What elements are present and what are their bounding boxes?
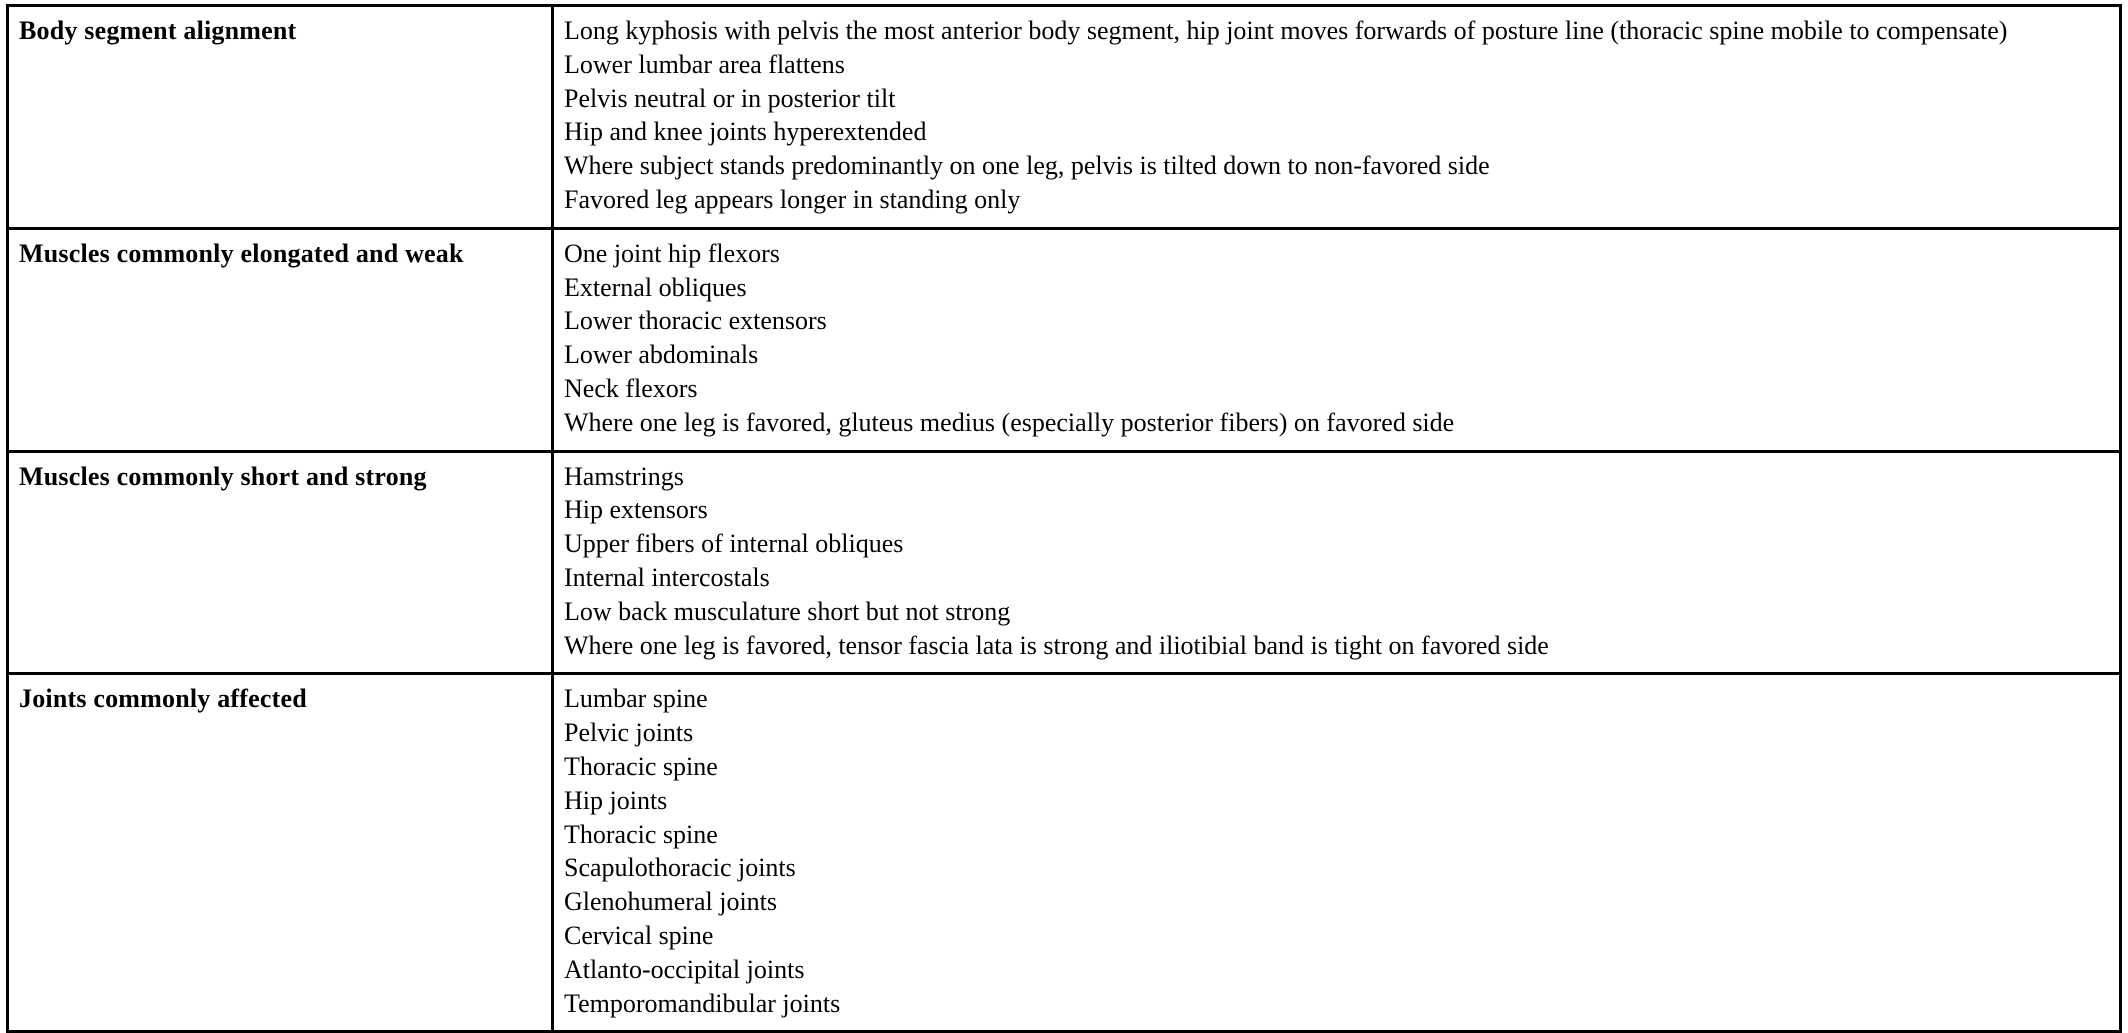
list-item: Scapulothoracic joints xyxy=(564,853,796,883)
table-row xyxy=(8,6,2121,229)
list-item: Long kyphosis with pelvis the most anterior body segment, hip joint moves forwards of posture line (thoracic spine mobile to compensate) xyxy=(564,16,2008,45)
list-item: Hip joints xyxy=(564,785,668,815)
table-row xyxy=(8,451,2121,674)
row-content-body-segment-alignment xyxy=(553,6,2121,229)
list-item: Internal intercostals xyxy=(564,562,770,592)
list-item: Thoracic spine xyxy=(564,819,718,849)
list-item: Pelvis neutral or in posterior tilt xyxy=(564,83,896,113)
list-item: Hamstrings xyxy=(564,461,684,491)
list-item: Lower thoracic extensors xyxy=(564,306,827,336)
list-item: External obliques xyxy=(564,272,747,302)
list-item: Lumbar spine xyxy=(564,684,708,714)
row-label-body-segment-alignment: Body segment alignment xyxy=(8,6,553,229)
list-item: Lower lumbar area flattens xyxy=(564,49,845,79)
row-label-muscles-elongated-weak: Muscles commonly elongated and weak xyxy=(8,228,553,451)
list-item: Favored leg appears longer in standing only xyxy=(564,184,1021,214)
list-item: Hip and knee joints hyperextended xyxy=(564,117,927,147)
list-item: Temporomandibular joints xyxy=(564,988,841,1018)
list-item: Cervical spine xyxy=(564,920,714,950)
row-content-joints-affected xyxy=(553,674,2121,1032)
list-item: Hip extensors xyxy=(564,495,708,525)
list-item: Where subject stands predominantly on one leg, pelvis is tilted down to non-favored side xyxy=(564,151,1490,181)
row-content-muscles-elongated-weak xyxy=(553,228,2121,451)
list-item: Low back musculature short but not strong xyxy=(564,596,1011,626)
table-row xyxy=(8,674,2121,1032)
list-item: Pelvic joints xyxy=(564,718,694,748)
list-item: Neck flexors xyxy=(564,373,698,403)
row-label-muscles-short-strong: Muscles commonly short and strong xyxy=(8,451,553,674)
list-item: One joint hip flexors xyxy=(564,238,780,268)
table-body xyxy=(8,6,2121,1032)
list-item: Glenohumeral joints xyxy=(564,887,778,917)
list-item: Atlanto-occipital joints xyxy=(564,954,805,984)
list-item: Where one leg is favored, gluteus medius (especially posterior fibers) on favored side xyxy=(564,407,1455,437)
table-row xyxy=(8,228,2121,451)
list-item: Where one leg is favored, tensor fascia lata is strong and iliotibial band is tight on favored side xyxy=(564,630,1549,660)
posture-characteristics-table xyxy=(6,4,2122,1033)
row-label-joints-affected: Joints commonly affected xyxy=(8,674,553,1032)
row-content-muscles-short-strong xyxy=(553,451,2121,674)
list-item: Lower abdominals xyxy=(564,340,759,370)
list-item: Thoracic spine xyxy=(564,751,718,781)
list-item: Upper fibers of internal obliques xyxy=(564,529,904,559)
